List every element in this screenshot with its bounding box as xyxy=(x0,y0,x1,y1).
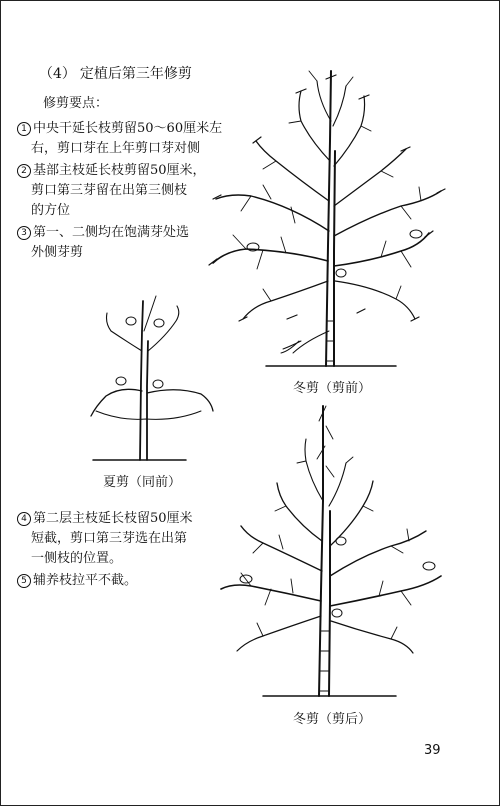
point-4-number: 4 xyxy=(17,512,31,526)
point-4-line-3: 一侧枝的位置。 xyxy=(31,551,123,566)
point-5-number: 5 xyxy=(17,574,31,588)
point-3-number: 3 xyxy=(17,226,31,240)
caption-summer: 夏剪（同前） xyxy=(102,475,181,490)
point-1-number: 1 xyxy=(17,122,31,136)
caption-winter-before: 冬剪（剪前） xyxy=(292,381,371,396)
point-1-text-1: 中央干延长枝剪留50～60厘米左 xyxy=(33,121,223,136)
tree-illustrations xyxy=(1,1,499,805)
section-title: 定植后第三年修剪 xyxy=(79,66,192,82)
tree-summer-illustration xyxy=(91,296,213,460)
page-number: 39 xyxy=(424,743,441,758)
tree-winter-after-illustration xyxy=(221,406,441,696)
point-2-line-2: 剪口第三芽留在出第三侧枝 xyxy=(31,183,188,198)
point-1-line-2: 右，剪口芽在上年剪口芽对侧 xyxy=(31,141,201,156)
point-2-text-1: 基部主枝延长枝剪留50厘米， xyxy=(33,163,206,178)
points-label: 修剪要点： xyxy=(43,96,109,111)
caption-winter-after: 冬剪（剪后） xyxy=(292,712,371,727)
point-5-text-1: 辅养枝拉平不截。 xyxy=(33,573,138,588)
point-4-line-2: 短截，剪口第三芽选在出第 xyxy=(31,531,188,546)
point-3-text-1: 第一、二侧均在饱满芽处选 xyxy=(33,225,190,240)
section-number: （4） xyxy=(39,66,76,82)
point-2-line-3: 的方位 xyxy=(31,203,71,218)
point-4-text-1: 第二层主枝延长枝留50厘米 xyxy=(33,511,193,526)
point-2-number: 2 xyxy=(17,164,31,178)
point-3-line-2: 外侧芽剪 xyxy=(31,245,84,260)
tree-winter-before-illustration xyxy=(209,71,445,366)
